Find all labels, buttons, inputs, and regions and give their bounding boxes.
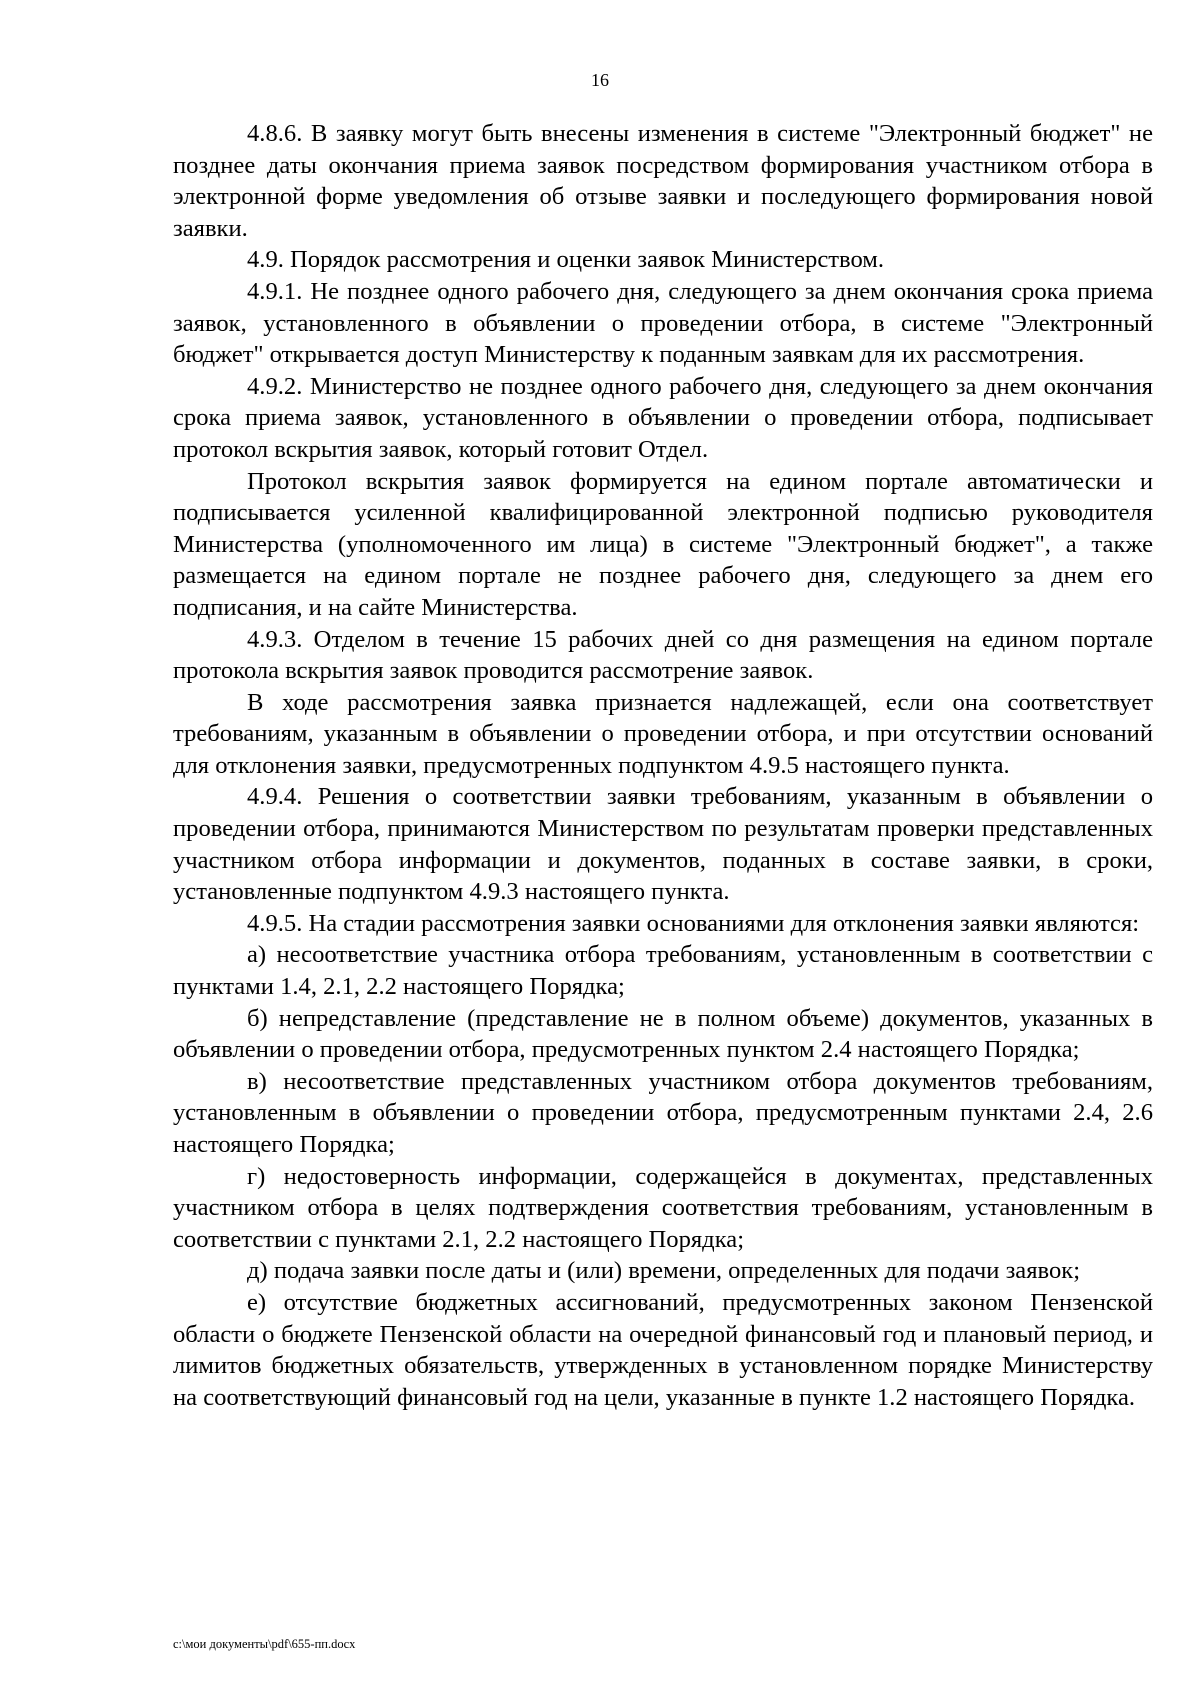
paragraph-review: В ходе рассмотрения заявка признается надлежащей, если она соответствует требованиям, указанным в объявлении о проведении отбора, и при отсутствии оснований для отклонения заявки, предусмотренных подпунктом 4.9.5 настоящего пункта.: [173, 688, 1153, 779]
paragraph-4-9-2: 4.9.2. Министерство не позднее одного рабочего дня, следующего за днем окончания срока приема заявок, установленного в объявлении о проведении отбора, подписывает протокол вскрытия заявок, который готовит Отдел.: [173, 372, 1153, 463]
paragraph-4-8-6: 4.8.6. В заявку могут быть внесены изменения в системе "Электронный бюджет" не позднее даты окончания приема заявок посредством формирования участником отбора в электронной форме уведомления об отзыве заявки и последующего формирования новой заявки.: [173, 120, 1153, 242]
paragraph-4-9-4: 4.9.4. Решения о соответствии заявки требованиям, указанным в объявлении о проведении отбора, принимаются Министерством по результатам проверки представленных участником отбора информации и документов, поданных в составе заявки, в сроки, установленные подпунктом 4.9.3 настоящего пункта.: [173, 783, 1153, 906]
paragraph-4-9-3: 4.9.3. Отделом в течение 15 рабочих дней со дня размещения на едином портале протокола вскрытия заявок проводится рассмотрение заявок.: [173, 625, 1153, 685]
list-item-a: а) несоответствие участника отбора требованиям, установленным в соответствии с пунктами 1.4, 2.1, 2.2 настоящего Порядка;: [173, 941, 1153, 1001]
list-item-v: в) несоответствие представленных участником отбора документов требованиям, установленным в объявлении о проведении отбора, предусмотренным пунктами 2.4, 2.6 настоящего Порядка;: [173, 1067, 1153, 1158]
list-item-e: е) отсутствие бюджетных ассигнований, предусмотренных законом Пензенской области о бюджете Пензенской области на очередной финансовый год и плановый период, и лимитов бюджетных обязательств, утвержденных в установленном порядке Министерству на соответствующий финансовый год на цели, указанные в пункте 1.2 настоящего Порядка.: [173, 1288, 1153, 1411]
paragraph-4-9: 4.9. Порядок рассмотрения и оценки заявок Министерством.: [247, 246, 884, 274]
footer-file-path: c:\мои документы\pdf\655-пп.docx: [173, 1637, 356, 1651]
list-item-d: д) подача заявки после даты и (или) времени, определенных для подачи заявок;: [247, 1257, 1081, 1285]
page-number: 16: [591, 70, 609, 90]
list-item-b: б) непредставление (представление не в полном объеме) документов, указанных в объявлении о проведении отбора, предусмотренных пунктом 2.4 настоящего Порядка;: [173, 1004, 1153, 1064]
list-item-g: г) недостоверность информации, содержащейся в документах, представленных участником отбора в целях подтверждения соответствия требованиям, установленным в соответствии с пунктами 2.1, 2.2 настоящего Порядка;: [173, 1162, 1153, 1253]
paragraph-protocol: Протокол вскрытия заявок формируется на едином портале автоматически и подписывается усиленной квалифицированной электронной подписью руководителя Министерства (уполномоченного им лица) в системе "Электронный бюджет", а также размещается на едином портале не позднее рабочего дня, следующего за днем его подписания, и на сайте Министерства.: [173, 467, 1153, 621]
document-body: [173, 118, 1153, 1413]
paragraph-4-9-1: 4.9.1. Не позднее одного рабочего дня, следующего за днем окончания срока приема заявок, установленного в объявлении о проведении отбора, в системе "Электронный бюджет" открывается доступ Министерству к поданным заявкам для их рассмотрения.: [173, 277, 1153, 369]
paragraph-4-9-5: 4.9.5. На стадии рассмотрения заявки основаниями для отклонения заявки являются:: [247, 909, 1140, 937]
